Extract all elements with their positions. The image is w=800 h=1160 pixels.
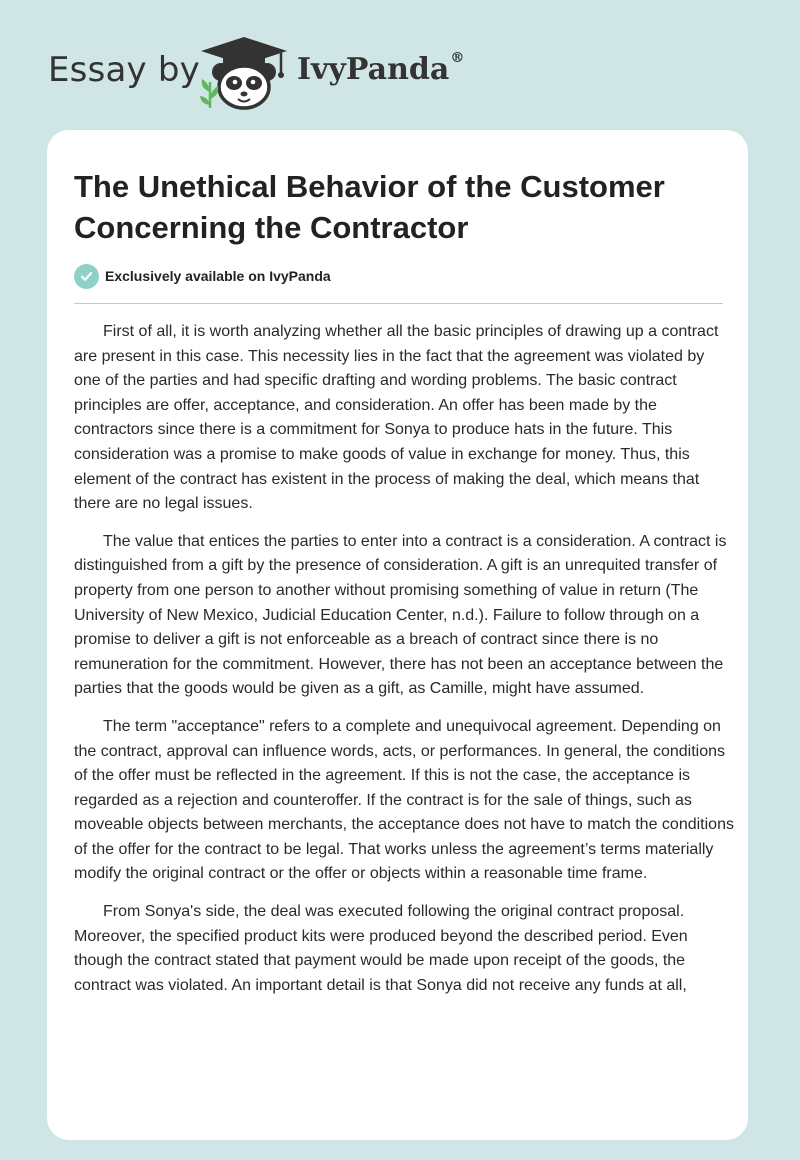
brand-name [297, 52, 464, 87]
brand-text: IvyPanda [297, 52, 450, 87]
panda-graduate-logo-icon [196, 36, 292, 110]
exclusive-badge [74, 263, 331, 289]
essay-body [74, 320, 734, 1011]
essay-by-label: Essay by [48, 50, 200, 90]
exclusive-label: Exclusively available on IvyPanda [105, 268, 331, 284]
divider [74, 303, 723, 304]
essay-card [47, 130, 748, 1140]
essay-title: The Unethical Behavior of the Customer Concerning the Contractor [74, 169, 665, 245]
registered-mark: ® [450, 50, 465, 66]
paragraph: First of all, it is worth analyzing whether all the basic principles of drawing up a contract are present in this case. This necessity lies in the fact that the agreement was violated by one of the parties and had specific drafting and wording problems. The basic contract principles are offer, acceptance, and consideration. An offer has been made by the contractors since there is a commitment for Sonya to produce hats in the future. This consideration was a promise to make goods of value in exchange for money. Thus, this element of the contract has existent in the process of making the deal, which means that there are no legal issues. [74, 323, 719, 513]
paragraph: From Sonya's side, the deal was executed following the original contract proposal. Moreover, the specified product kits were produced beyond the described period. Even though the contract stated that payment would be made upon receipt of the goods, the contract was violated. An important detail is that Sonya did not receive any funds at all, [74, 903, 688, 994]
checkmark-icon [74, 264, 99, 289]
paragraph: The term "acceptance" refers to a complete and unequivocal agreement. Depending on the contract, approval can influence words, acts, or performances. In general, the conditions of the offer must be reflected in the agreement. If this is not the case, the acceptance is regarded as a rejection and counteroffer. If the contract is for the sale of things, such as moveable objects between merchants, the acceptance does not have to match the conditions of the offer for the contract to be legal. That works unless the agreement’s terms materially modify the original contract or the offer or objects within a reasonable time frame. [74, 717, 734, 883]
paragraph: The value that entices the parties to enter into a contract is a consideration. A contract is distinguished from a gift by the presence of consideration. A gift is an unrequited transfer of property from one person to another without promising something of value in return (The University of New Mexico, Judicial Education Center, n.d.). Failure to follow through on a promise to deliver a gift is not enforceable as a breach of contract since there is no remuneration for the commitment. However, there has not been an acceptance between the parties that the goods would be given as a gift, as Camille, might have assumed. [74, 532, 727, 698]
site-header [0, 0, 800, 130]
